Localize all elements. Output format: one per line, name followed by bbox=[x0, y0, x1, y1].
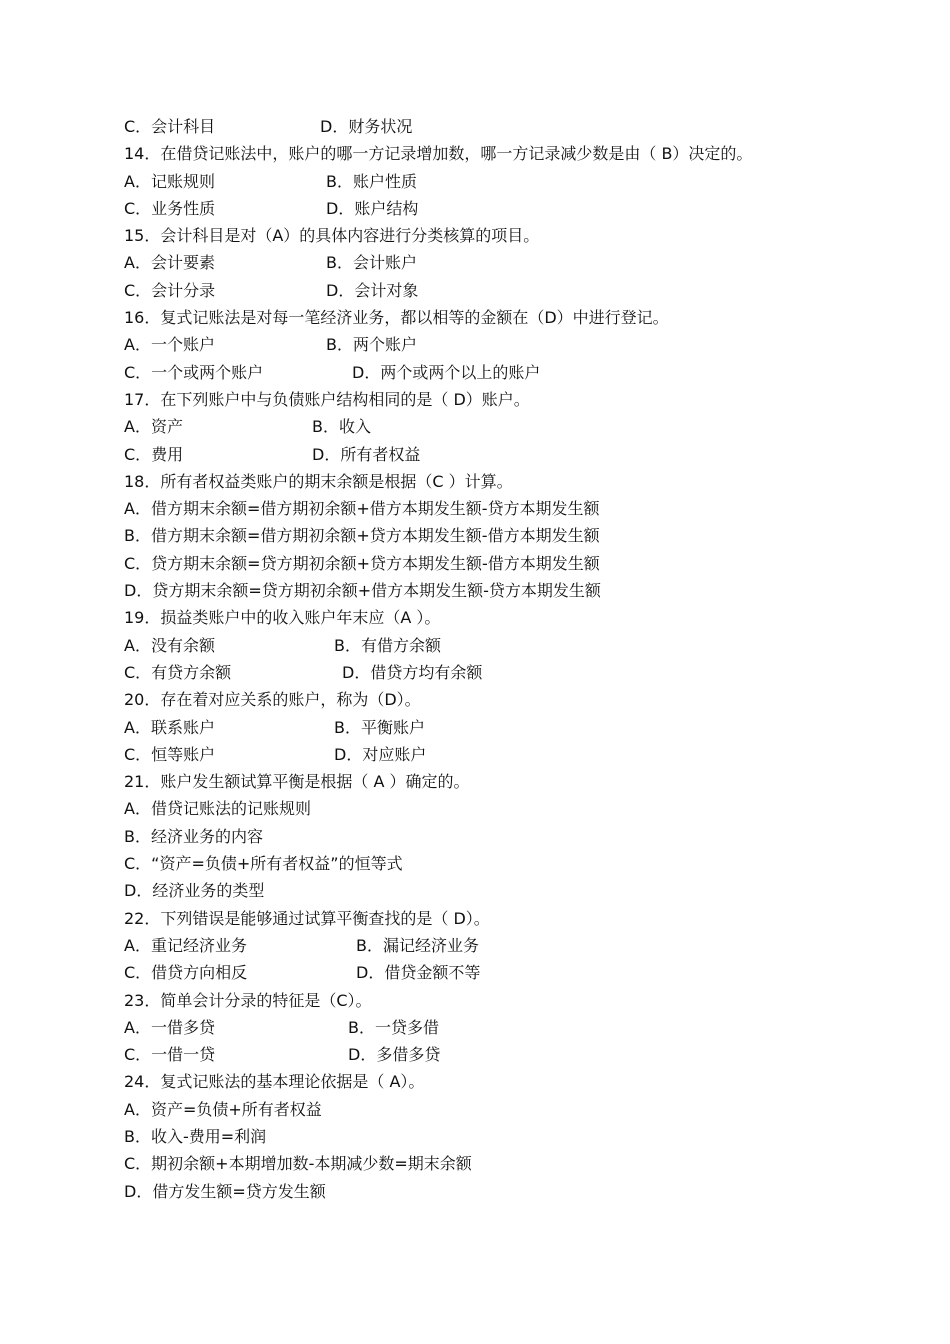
option-left: C．一借一贷 bbox=[124, 1045, 216, 1065]
option-row bbox=[124, 1041, 904, 1068]
option-right: D．借贷金额不等 bbox=[356, 963, 481, 983]
option-row bbox=[124, 714, 904, 741]
option-left: A．资产 bbox=[124, 417, 183, 437]
text-line: 18．所有者权益类账户的期末余额是根据（C ）计算。 bbox=[124, 471, 513, 491]
option-row bbox=[124, 277, 904, 304]
text-line: 15．会计科目是对（A）的具体内容进行分类核算的项目。 bbox=[124, 226, 540, 246]
option-right: B．账户性质 bbox=[326, 171, 417, 191]
option-right: B．两个账户 bbox=[326, 335, 417, 355]
option-row bbox=[124, 413, 904, 440]
option-left: A．记账规则 bbox=[124, 171, 215, 191]
option-row bbox=[124, 195, 904, 222]
option-row bbox=[124, 331, 904, 358]
option-row bbox=[124, 632, 904, 659]
option-left: A．没有余额 bbox=[124, 635, 215, 655]
option-row bbox=[124, 659, 904, 686]
text-line: 14．在借贷记账法中，账户的哪一方记录增加数，哪一方记录减少数是由（ B）决定的。 bbox=[124, 144, 753, 164]
option-left: A．会计要素 bbox=[124, 253, 215, 273]
option-row bbox=[124, 113, 904, 140]
text-line: A．借贷记账法的记账规则 bbox=[124, 799, 311, 819]
option-left: A．联系账户 bbox=[124, 717, 215, 737]
option-left: C．业务性质 bbox=[124, 198, 216, 218]
text-line: 22．下列错误是能够通过试算平衡查找的是（ D）。 bbox=[124, 908, 490, 928]
option-right: B．会计账户 bbox=[326, 253, 417, 273]
option-row bbox=[124, 168, 904, 195]
option-row bbox=[124, 1014, 904, 1041]
option-left: C．有贷方余额 bbox=[124, 662, 232, 682]
text-line: B．经济业务的内容 bbox=[124, 826, 263, 846]
option-left: C．费用 bbox=[124, 444, 184, 464]
option-right: B．漏记经济业务 bbox=[356, 935, 479, 955]
option-left: C．恒等账户 bbox=[124, 744, 216, 764]
text-line: C．“资产=负债+所有者权益”的恒等式 bbox=[124, 854, 403, 874]
option-row bbox=[124, 741, 904, 768]
option-right: D．借贷方均有余额 bbox=[342, 662, 483, 682]
option-left: A．重记经济业务 bbox=[124, 935, 247, 955]
text-line: 24．复式记账法的基本理论依据是（ A）。 bbox=[124, 1072, 425, 1092]
option-left: C．借贷方向相反 bbox=[124, 963, 248, 983]
option-left: A．一个账户 bbox=[124, 335, 215, 355]
option-right: B．收入 bbox=[312, 417, 371, 437]
text-line: B．收入-费用=利润 bbox=[124, 1126, 267, 1146]
option-right: D．两个或两个以上的账户 bbox=[352, 362, 541, 382]
document-page bbox=[124, 113, 904, 1205]
option-right: D．会计对象 bbox=[326, 280, 419, 300]
option-row bbox=[124, 249, 904, 276]
option-left: C．一个或两个账户 bbox=[124, 362, 264, 382]
option-left: C．会计分录 bbox=[124, 280, 216, 300]
text-line: A．借方期末余额=借方期初余额+借方本期发生额-贷方本期发生额 bbox=[124, 499, 600, 519]
text-line: C．贷方期末余额=贷方期初余额+贷方本期发生额-借方本期发生额 bbox=[124, 553, 600, 573]
option-row bbox=[124, 359, 904, 386]
text-line: A．资产=负债+所有者权益 bbox=[124, 1099, 322, 1119]
option-right: D．财务状况 bbox=[320, 117, 413, 136]
option-left: C．会计科目 bbox=[124, 117, 216, 136]
text-line: 20．存在着对应关系的账户，称为（D）。 bbox=[124, 690, 421, 710]
text-line: C．期初余额+本期增加数-本期减少数=期末余额 bbox=[124, 1154, 472, 1174]
option-right: B．有借方余额 bbox=[334, 635, 441, 655]
text-line: 19．损益类账户中的收入账户年末应（A ）。 bbox=[124, 608, 441, 628]
option-right: D．对应账户 bbox=[334, 744, 427, 764]
option-row bbox=[124, 441, 904, 468]
text-line: 17．在下列账户中与负债账户结构相同的是（ D）账户。 bbox=[124, 389, 530, 409]
option-right: D．账户结构 bbox=[326, 198, 419, 218]
text-line: D．借方发生额=贷方发生额 bbox=[124, 1181, 326, 1201]
option-row bbox=[124, 959, 904, 986]
option-right: D．所有者权益 bbox=[312, 444, 421, 464]
option-right: B．平衡账户 bbox=[334, 717, 425, 737]
option-right: B．一贷多借 bbox=[348, 1017, 439, 1037]
text-line: 16．复式记账法是对每一笔经济业务，都以相等的金额在（D）中进行登记。 bbox=[124, 308, 669, 328]
option-row bbox=[124, 932, 904, 959]
text-line: D．经济业务的类型 bbox=[124, 881, 265, 901]
text-line: B．借方期末余额=借方期初余额+贷方本期发生额-借方本期发生额 bbox=[124, 526, 600, 546]
text-line: 21．账户发生额试算平衡是根据（ A ）确定的。 bbox=[124, 772, 470, 792]
text-line: 23．简单会计分录的特征是（C）。 bbox=[124, 990, 372, 1010]
text-line: D．贷方期末余额=贷方期初余额+借方本期发生额-贷方本期发生额 bbox=[124, 581, 601, 601]
option-left: A．一借多贷 bbox=[124, 1017, 215, 1037]
option-right: D．多借多贷 bbox=[348, 1045, 441, 1065]
